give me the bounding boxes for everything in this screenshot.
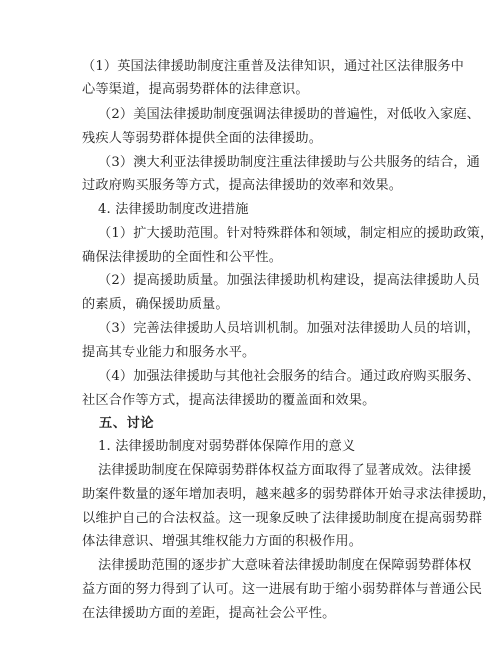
subsection-4-title: 4. 法律援助制度改进措施	[98, 202, 249, 217]
para7-line2: 社区合作等方式，提高法律援助的覆盖面和效果。	[82, 393, 376, 408]
para4-line2: 确保法律援助的全面性和公平性。	[82, 250, 283, 265]
para4-line1: （1）扩大援助范围。针对特殊群体和领域，制定相应的援助政策，	[98, 226, 494, 241]
para5-line1: （2）提高援助质量。加强法律援助机构建设，提高法律援助人员	[98, 273, 480, 288]
para8-line2: 助案件数量的逐年增加表明，越来越多的弱势群体开始寻求法律援助，	[82, 487, 496, 502]
para1-line1: （1）英国法律援助制度注重普及法律知识，通过社区法律服务中	[82, 59, 464, 74]
para6-line1: （3）完善法律援助人员培训机制。加强对法律援助人员的培训，	[98, 321, 480, 336]
para1-line2: 心等渠道，提高弱势群体的法律意识。	[82, 82, 309, 97]
para9-line1: 法律援助范围的逐步扩大意味着法律援助制度在保障弱势群体权	[98, 558, 472, 573]
para7-line1: （4）加强法律援助与其他社会服务的结合。通过政府购买服务、	[98, 369, 480, 384]
subsection-1-title: 1. 法律援助制度对弱势群体保障作用的意义	[98, 439, 356, 454]
para5-line2: 的素质，确保援助质量。	[82, 297, 229, 312]
para8-line4: 体法律意识、增强其维权能力方面的积极作用。	[82, 534, 363, 549]
para2-line1: （2）美国法律援助制度强调法律援助的普遍性，对低收入家庭、	[98, 107, 480, 122]
para9-line2: 益方面的努力得到了认可。这一进展有助于缩小弱势群体与普通公民	[82, 582, 483, 597]
para2-line2: 残疾人等弱势群体提供全面的法律援助。	[82, 131, 323, 146]
para3-line1: （3）澳大利亚法律援助制度注重法律援助与公共服务的结合，通	[98, 155, 480, 170]
para9-line3: 在法律援助方面的差距，提高社会公平性。	[82, 606, 336, 621]
para8-line3: 以维护自己的合法权益。这一现象反映了法律援助制度在提高弱势群	[82, 511, 483, 526]
para6-line2: 提高其专业能力和服务水平。	[82, 345, 256, 360]
section-5-heading: 五、讨论	[99, 416, 155, 431]
para8-line1: 法律援助制度在保障弱势群体权益方面取得了显著成效。法律援	[98, 463, 472, 478]
para3-line2: 过政府购买服务等方式，提高法律援助的效率和效果。	[82, 178, 403, 193]
